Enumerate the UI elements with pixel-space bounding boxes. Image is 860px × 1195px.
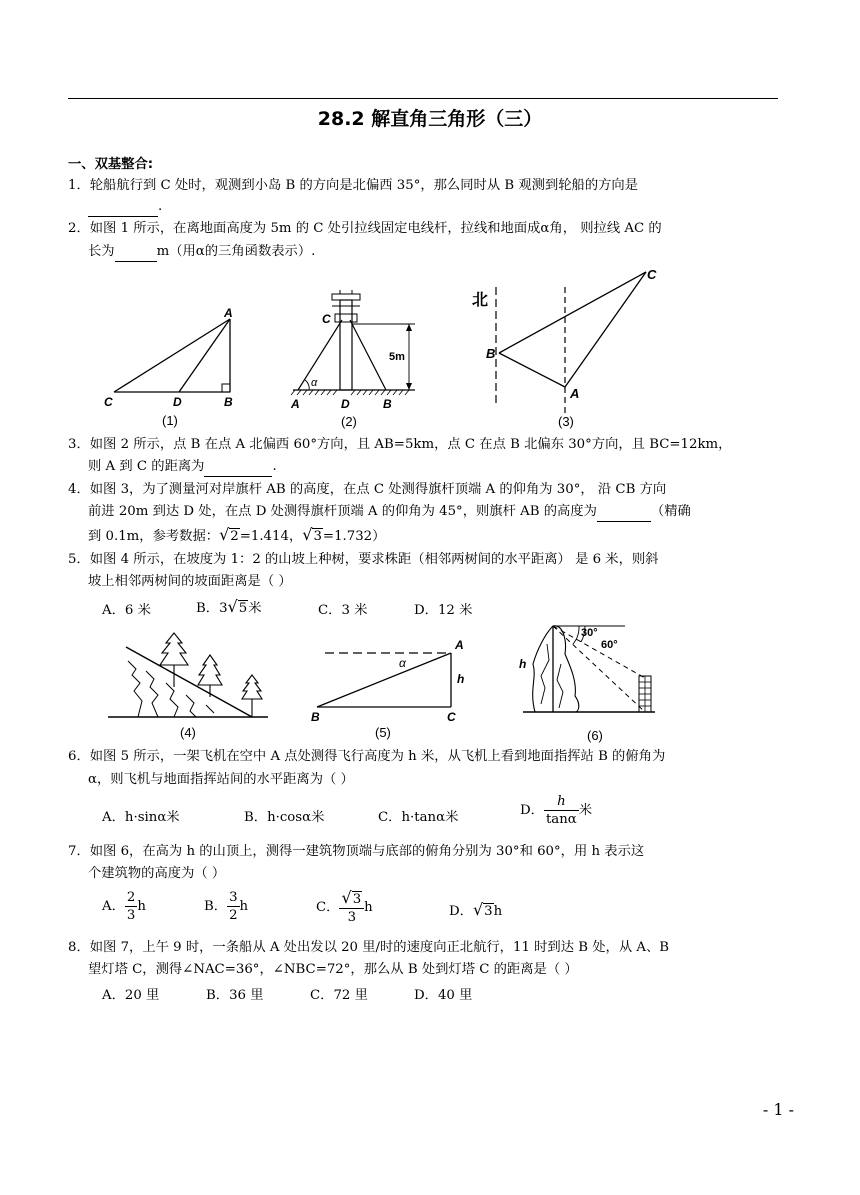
sqrt-icon: √	[227, 597, 238, 616]
question-5-line-2: 坡上相邻两树间的坡面距离是（ ）	[88, 574, 292, 589]
fig6-caption: (6)	[587, 728, 603, 743]
q7-opta-pre: A．	[102, 899, 125, 914]
q5-optb-radicand: 5	[238, 601, 248, 616]
fig1-label-c: C	[104, 395, 113, 409]
section-heading: 一、双基整合:	[68, 157, 154, 172]
fig5-label-h: h	[457, 672, 465, 686]
q6-optd-pre: D．	[520, 803, 544, 818]
q8-option-a: A．20 里	[102, 988, 160, 1003]
q7-optb-pre: B．	[204, 899, 228, 914]
fig5-label-b: B	[311, 710, 320, 724]
fig1-label-a: A	[224, 306, 233, 320]
radicand: 3	[484, 904, 493, 919]
q7-option-c	[316, 889, 373, 926]
q7-option-a	[102, 889, 146, 924]
fig1-label-d: D	[173, 395, 182, 409]
q4-text-a: 前进 20m 到达 D 处，在点 D 处测得旗杆顶端 A 的仰角为 45°，则旗杆 AB 的高度为	[88, 504, 597, 519]
q7-opta-post: h	[137, 899, 146, 914]
fraction	[339, 889, 364, 926]
fig3-label-b: B	[486, 346, 496, 361]
question-2-line-2	[88, 243, 315, 262]
q5-option-b	[196, 597, 262, 616]
question-2-line-1: 2．如图 1 所示，在离地面高度为 5m 的 C 处引拉线固定电线杆，拉线和地面成α角， 则拉线 AC 的	[68, 221, 662, 236]
fig3-label-a: A	[570, 386, 580, 401]
fig2-label-alpha: α	[311, 377, 318, 389]
q6-option-d	[520, 793, 592, 828]
q5-option-a: A．6 米	[102, 603, 151, 618]
answer-blank	[597, 503, 651, 522]
figure-3	[470, 265, 680, 430]
question-1-line-1: 1．轮船航行到 C 处时，观测到小岛 B 的方向是北偏西 35°，那么同时从 B 观测到轮船的方向是	[68, 178, 639, 193]
fraction-denominator: 3	[126, 908, 136, 923]
q7-optb-post: h	[239, 899, 249, 914]
q7-optc-pre: C．	[316, 900, 340, 915]
q6-optd-post: 米	[578, 803, 593, 818]
question-6-line-2: α，则飞机与地面指挥站间的水平距离为（ ）	[88, 772, 354, 787]
question-1-end: .	[158, 199, 163, 214]
q6-option-c: C．h·tanα米	[378, 810, 459, 825]
q6-option-b: B．h·cosα米	[244, 810, 325, 825]
fig2-caption: (2)	[341, 414, 357, 429]
fig6-label-60: 60°	[601, 639, 618, 651]
answer-blank	[88, 198, 158, 217]
header-rule	[68, 98, 778, 99]
q7-optd-post: h	[493, 904, 503, 919]
page-number: - 1 -	[762, 1100, 794, 1119]
fraction	[125, 889, 137, 924]
fraction-denominator: 3	[347, 910, 357, 925]
fig1-label-b: B	[224, 395, 233, 409]
question-7-line-2: 个建筑物的高度为（ ）	[88, 866, 226, 881]
question-1-line-2	[88, 198, 162, 217]
figure-5	[305, 633, 475, 743]
q5-option-d: D．12 米	[414, 603, 473, 618]
question-8-line-1: 8．如图 7，上午 9 时，一条船从 A 处出发以 20 里/时的速度向正北航行，11 时到达 B 处，从 A、B	[68, 940, 670, 955]
q4-radicand-2: 2	[230, 529, 239, 544]
fig6-label-h: h	[519, 657, 527, 671]
q4-value-2: =1.414，	[239, 529, 303, 544]
sqrt-icon: √	[219, 525, 230, 544]
q5-optb-pre: B．3	[196, 601, 228, 616]
fig5-label-a: A	[455, 638, 464, 652]
question-4-line-2	[88, 503, 691, 522]
fig2-label-c: C	[322, 312, 331, 326]
fraction-denominator: tanα	[545, 812, 577, 827]
q7-option-b	[204, 889, 248, 924]
fraction	[544, 793, 579, 828]
question-5-line-1: 5．如图 4 所示，在坡度为 1：2 的山坡上种树，要求株距（相邻两树间的水平距离） 是 6 米，则斜	[68, 552, 659, 567]
q7-optd-pre: D．	[449, 904, 473, 919]
fig2-label-d: D	[341, 397, 350, 411]
fraction	[227, 889, 239, 924]
sqrt-icon: √	[341, 888, 352, 907]
figure-6	[515, 620, 665, 745]
q4-radicand-3: 3	[313, 529, 322, 544]
fig5-caption: (5)	[375, 725, 391, 740]
figure-2	[285, 290, 425, 430]
question-7-line-1: 7．如图 6，在高为 h 的山顶上，测得一建筑物顶端与底部的俯角分别为 30°和 60°，用 h 表示这	[68, 844, 645, 859]
question-6-line-1: 6．如图 5 所示，一架飞机在空中 A 点处测得飞行高度为 h 米，从飞机上看到地面指挥站 B 的俯角为	[68, 749, 666, 764]
fig5-label-alpha: α	[399, 656, 406, 670]
fraction-denominator: 2	[229, 908, 238, 923]
q8-option-c: C．72 里	[310, 988, 368, 1003]
fig4-caption: (4)	[180, 725, 196, 740]
q4-text-c: 到 0.1m，参考数据：	[88, 529, 220, 544]
q8-option-b: B．36 里	[206, 988, 264, 1003]
fraction-numerator: 2	[126, 890, 136, 905]
fraction-numerator: 3	[229, 890, 238, 905]
q4-text-b: （精确	[650, 504, 691, 519]
q3-text-b: .	[272, 459, 277, 474]
sqrt-icon: √	[302, 525, 313, 544]
sqrt-icon: √	[472, 900, 484, 919]
fig2-label-b: B	[383, 397, 392, 411]
figure-4	[100, 625, 280, 745]
fraction-numerator	[339, 889, 364, 909]
question-4-line-3	[88, 526, 385, 546]
q2-text-a: 长为	[88, 244, 115, 259]
question-4-line-1: 4．如图 3，为了测量河对岸旗杆 AB 的高度，在点 C 处测得旗杆顶端 A 的仰角为 30°， 沿 CB 方向	[68, 482, 667, 497]
fig3-caption: (3)	[558, 414, 574, 429]
q8-option-d: D．40 里	[414, 988, 473, 1003]
figure-1	[100, 300, 250, 430]
fig5-label-c: C	[447, 710, 456, 724]
question-3-line-1: 3．如图 2 所示，点 B 在点 A 北偏西 60°方向，且 AB=5km，点 C 在点 B 北偏东 30°方向，且 BC=12km，	[68, 437, 732, 452]
fig3-label-north: 北	[472, 292, 489, 309]
q5-option-c: C．3 米	[318, 603, 368, 618]
fig3-label-c: C	[647, 267, 657, 282]
q7-option-d	[449, 900, 502, 919]
fig2-label-a: A	[291, 397, 300, 411]
q5-optb-post: 米	[248, 601, 262, 616]
q6-option-a: A．h·sinα米	[102, 810, 180, 825]
q3-text-a: 则 A 到 C 的距离为	[88, 459, 205, 474]
fig1-caption: (1)	[162, 413, 178, 428]
page-title: 28.2 解直角三角形（三）	[317, 108, 543, 130]
question-8-line-2: 望灯塔 C，测得∠NAC=36°，∠NBC=72°，那么从 B 处到灯塔 C 的距离是（ ）	[88, 962, 578, 977]
q2-text-b: m（用α的三角函数表示）.	[156, 244, 316, 259]
fig2-label-height: 5m	[389, 351, 405, 363]
fig6-label-30: 30°	[581, 627, 598, 639]
question-3-line-2	[88, 458, 277, 477]
answer-blank	[204, 458, 272, 477]
q7-optc-post: h	[364, 900, 373, 915]
answer-blank	[115, 243, 157, 262]
fraction-numerator: h	[544, 793, 579, 811]
q4-value-3: =1.732）	[322, 529, 386, 544]
radicand: 3	[352, 892, 362, 907]
